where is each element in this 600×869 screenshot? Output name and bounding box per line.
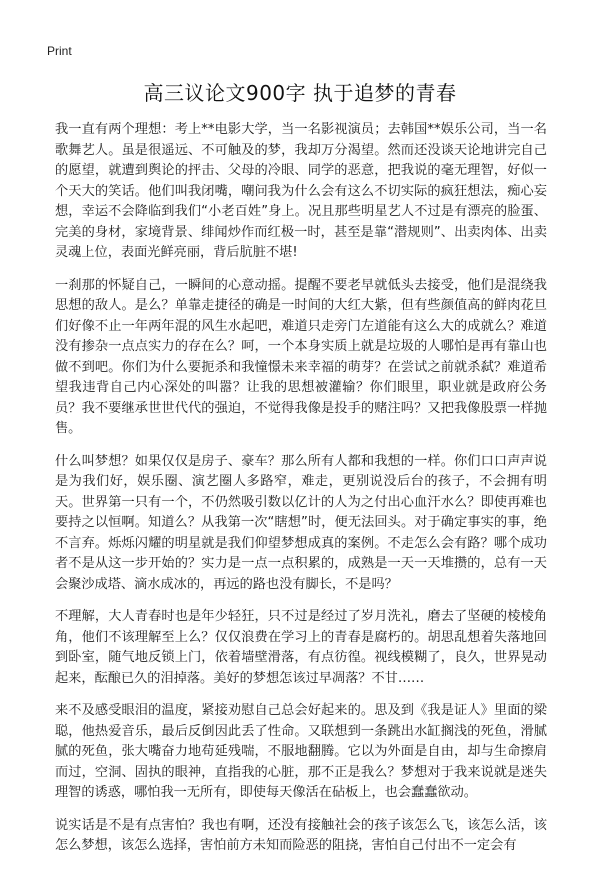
page-title: 高三议论文900字 执于追梦的青春 — [143, 81, 457, 105]
paragraph: 不理解，大人青春时也是年少轻狂，只不过是经过了岁月洗礼，磨去了坚硬的棱棱角角，他们不该理解至上么？仅仅浪费在学习上的青春是腐朽的。胡思乱想着失落地回到卧室，随气地反锁上门，依着墙壁滑落，有点彷徨。视线模糊了，良久，世界晃动起来，酝酿已久的泪掉落。美好的梦想怎该过早凋落？不甘…… — [55, 609, 547, 686]
essay-body — [55, 120, 547, 869]
paragraph: 什么叫梦想？如果仅仅是房子、豪车？那么所有人都和我想的一样。你们口口声声说是为我们好，娱乐圈、演艺圈人多路窄，难走，更别说没后台的孩子，不会拥有明天。世界第一只有一个，不仍然吸引数以亿计的人为之付出心血汗水么？即使再难也要持之以恒啊。知道么？从我第一次“瞎想”时，便无法回头。对于确定事实的事，绝不言弃。烁烁闪耀的明星就是我们仰望梦想成真的案例。不走怎么会有路？哪个成功者不是从这一步开始的？实力是一点一点积累的，成熟是一天一天堆攒的，总有一天会聚沙成塔、滴水成冰的，再远的路也没有脚长，不是吗？ — [55, 453, 547, 592]
paragraph: 说实话是不是有点害怕？我也有啊，还没有接触社会的孩子该怎么飞，该怎么活，该怎么梦想，该怎么选择，害怕前方未知而险恶的阻挠，害怕自己付出不一定会有 — [55, 817, 547, 853]
paragraph: 我一直有两个理想：考上**电影大学，当一名影视演员；去韩国**娱乐公司，当一名歌舞艺人。虽是很遥远、不可触及的梦，我却万分渴望。然而还没谈天论地讲完自己的愿望，就遭到舆论的抨击、父母的冷眼、同学的恶意，把我说的毫无理智，好似一个天大的笑话。他们叫我闭嘴，嘲问我为什么会有这么不切实际的疯狂想法，痴心妄想，幸运不会降临到我们“小老百姓”身上。况且那些明星艺人不过是有漂亮的脸蛋、完美的身材，家境背景、绯闻炒作而红极一时，甚至是靠“潜规则”、出卖肉体、出卖灵魂上位，表面光鲜亮丽，背后肮脏不堪! — [55, 122, 547, 260]
print-label[interactable]: Print — [47, 44, 72, 58]
paragraph: 一刹那的怀疑自己，一瞬间的心意动摇。提醒不要老早就低头去接受，他们是混绕我思想的敌人。是么？单靠走捷径的确是一时间的大红大紫，但有些颜值高的鲜肉花旦们好像不止一年两年混的风生水起吧，难道只走旁门左道能有这么大的成就么？难道没有掺杂一点点实力的存在么？呵，一个本身实质上就是垃圾的人哪怕是再有靠山也做不到吧。你们为什么要扼杀和我憧憬未来幸福的萌芽？在尝试之前就杀弑？难道希望我违背自己内心深处的叫嚣？让我的思想被灌输？你们眼里，职业就是政府公务员？我不要继承世世代代的强迫，不觉得我像是投手的赌注吗？又把我像股票一样抛售。 — [55, 277, 547, 436]
paragraph: 来不及感受眼泪的温度，紧接劝慰自己总会好起来的。思及到《我是证人》里面的梁聪，他热爱音乐，最后反倒因此丢了性命。又联想到一条跳出水缸搁浅的死鱼，滑腻腻的死鱼，张大嘴奋力地苟延残喘，不服地翻腾。它以为外面是自由，却与生命擦肩而过，空洞、固执的眼神，直指我的心脏，那不正是我么？梦想对于我来说就是迷失理智的诱惑，哪怕我一无所有，即使每天像活在砧板上，也会蠢蠢欲动。 — [55, 703, 547, 800]
